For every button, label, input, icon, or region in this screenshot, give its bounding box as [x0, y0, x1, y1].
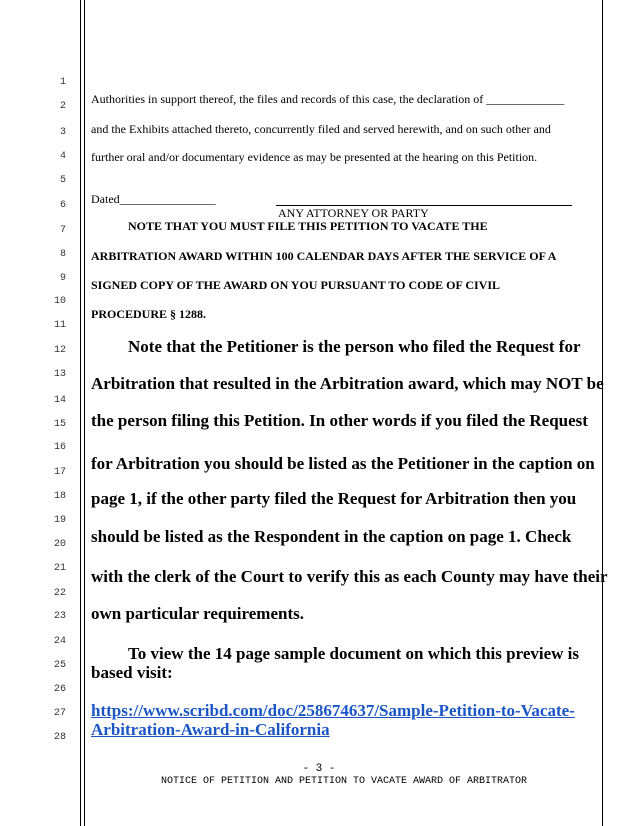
notice-text-line: NOTE THAT YOU MUST FILE THIS PETITION TO VACATE THE — [128, 219, 488, 233]
signature-label: ANY ATTORNEY OR PARTY — [278, 206, 429, 220]
note-text-line: Arbitration that resulted in the Arbitration award, which may NOT be — [91, 374, 604, 393]
sample-document-link-continued[interactable]: Arbitration-Award-in-California — [91, 720, 330, 739]
sample-document-link[interactable]: https://www.scribd.com/doc/258674637/Sample-Petition-to-Vacate- — [91, 701, 575, 720]
line-number: 27 — [53, 708, 66, 719]
line-number: 21 — [53, 563, 66, 574]
note-text-line: should be listed as the Respondent in the caption on page 1. Check — [91, 527, 572, 546]
preview-text-line: To view the 14 page sample document on which this preview is — [128, 644, 579, 663]
preview-text-line: based visit: — [91, 663, 173, 682]
line-number: 22 — [53, 588, 66, 599]
line-number: 3 — [59, 127, 66, 138]
line-number: 2 — [59, 101, 66, 112]
line-number: 7 — [59, 225, 66, 236]
dated-line: Dated________________ — [91, 192, 216, 206]
line-number: 6 — [59, 200, 66, 211]
line-number: 19 — [53, 515, 66, 526]
line-number: 25 — [53, 660, 66, 671]
note-text-line: page 1, if the other party filed the Request for Arbitration then you — [91, 489, 577, 508]
line-number: 14 — [53, 395, 66, 406]
body-text-line: and the Exhibits attached thereto, concurrently filed and served herewith, and on such other and — [91, 122, 551, 136]
line-number: 9 — [59, 273, 66, 284]
line-number: 15 — [53, 419, 66, 430]
line-number: 24 — [53, 636, 66, 647]
notice-text-line: ARBITRATION AWARD WITHIN 100 CALENDAR DAYS AFTER THE SERVICE OF A — [91, 249, 557, 263]
page-number: - 3 - — [302, 763, 336, 775]
line-number: 8 — [59, 249, 66, 260]
line-number: 18 — [53, 491, 66, 502]
line-number: 13 — [53, 369, 66, 380]
line-number: 23 — [53, 611, 66, 622]
line-number: 10 — [53, 296, 66, 307]
line-number: 26 — [53, 684, 66, 695]
margin-rule-left-inner — [84, 0, 85, 826]
body-text-line: Authorities in support thereof, the files and records of this case, the declaration of _____________ — [91, 92, 565, 106]
line-number: 12 — [53, 345, 66, 356]
line-number: 11 — [53, 320, 66, 331]
line-number: 28 — [53, 732, 66, 743]
body-text-line: further oral and/or documentary evidence as may be presented at the hearing on this Petition. — [91, 150, 538, 164]
margin-rule-left-outer — [80, 0, 81, 826]
margin-rule-right — [602, 0, 603, 826]
note-text-line: for Arbitration you should be listed as the Petitioner in the caption on — [91, 454, 595, 473]
line-number: 16 — [53, 442, 66, 453]
note-text-line: with the clerk of the Court to verify this as each County may have their — [91, 567, 608, 586]
note-text-line: the person filing this Petition. In other words if you filed the Request — [91, 411, 588, 430]
note-text-line: own particular requirements. — [91, 604, 304, 623]
line-number: 17 — [53, 467, 66, 478]
note-text-line: Note that the Petitioner is the person who filed the Request for — [128, 337, 581, 356]
footer-title: NOTICE OF PETITION AND PETITION TO VACATE AWARD OF ARBITRATOR — [160, 776, 528, 787]
line-number: 4 — [59, 151, 66, 162]
notice-text-line: PROCEDURE § 1288. — [91, 307, 207, 321]
notice-text-line: SIGNED COPY OF THE AWARD ON YOU PURSUANT TO CODE OF CIVIL — [91, 278, 501, 292]
line-number: 20 — [53, 539, 66, 550]
line-number: 5 — [59, 175, 66, 186]
line-number: 1 — [59, 77, 66, 88]
